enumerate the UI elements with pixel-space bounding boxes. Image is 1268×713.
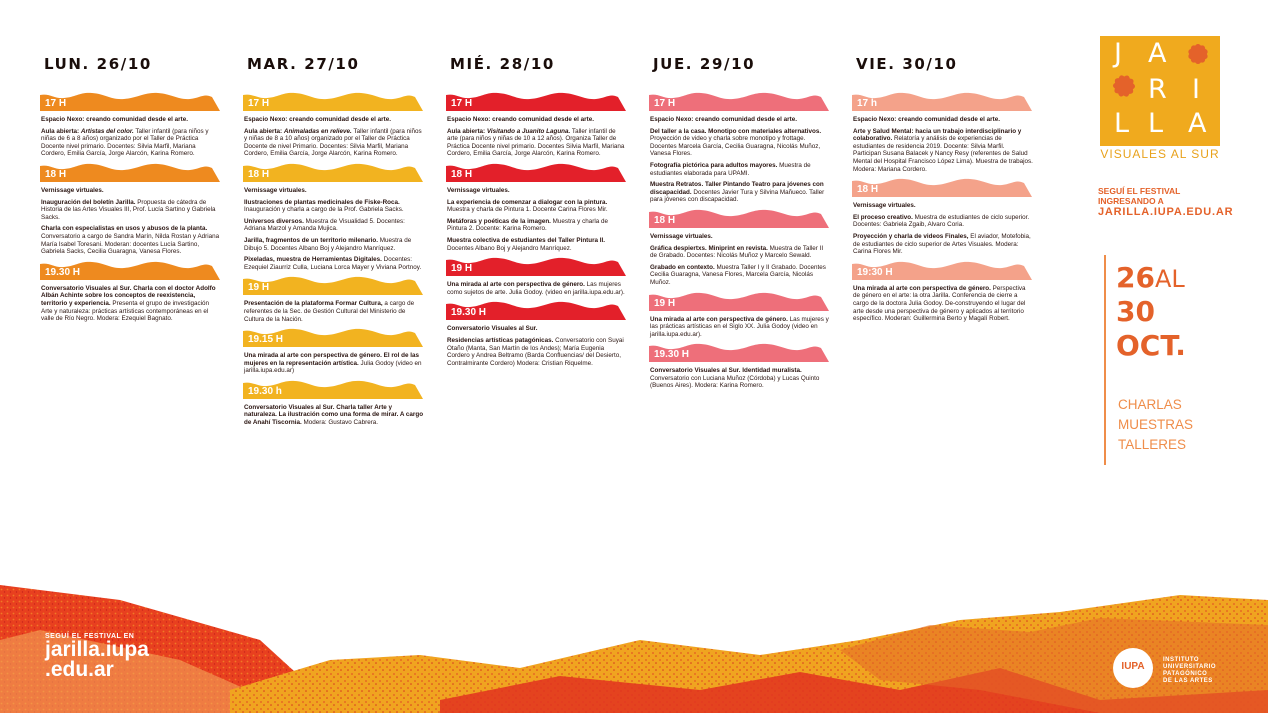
bottom-url-2[interactable]: .edu.ar xyxy=(45,658,114,681)
event-item xyxy=(447,237,627,252)
time-label: 17 H xyxy=(45,98,67,109)
time-label: 17 h xyxy=(857,98,878,109)
event-detail: Docentes: Ezequiel Ziaurriz Culla, Luciana Lorca Mayer y Viviana Portnoy. xyxy=(244,256,422,271)
event-title: Muestra Retratos. Taller Pintando Teatro para jóvenes con discapacidad. xyxy=(650,181,824,196)
iupa-line: PATAGÓNICO xyxy=(1163,671,1208,677)
event-item xyxy=(41,225,221,255)
logo-letter: A xyxy=(1188,108,1207,139)
event-title: Pixeladas, muestra de Herramientas Digitales. xyxy=(244,256,382,264)
event-item xyxy=(853,116,1033,124)
logo-letter: L xyxy=(1148,108,1164,139)
event-detail: Perspectiva de género en el arte: la otra Jarilla. Conferencia de cierre a cargo de la doctora Julia Godoy. De-construyendo el lugar del arte desde una perspectiva de género y aplicados al territorio específico. Moderan: Guillermina Berto y Magalí Robert. xyxy=(853,284,1026,323)
iupa-line: UNIVERSITARIO xyxy=(1163,664,1217,670)
logo-letter: J xyxy=(1114,38,1122,69)
time-label: 19.30 H xyxy=(451,307,487,319)
event-title: Del taller a la casa. Monotipo con materiales alternativos. xyxy=(650,127,822,135)
time-slot xyxy=(40,91,222,158)
event-item xyxy=(41,285,221,323)
time-band xyxy=(243,91,423,111)
date-al: AL xyxy=(1154,265,1185,293)
event-title: Aula abierta: xyxy=(41,127,81,135)
hill-shape xyxy=(243,275,423,295)
time-label: 19 H xyxy=(248,282,270,294)
event-title: Espacio Nexo: creando comunidad desde el arte. xyxy=(650,116,797,123)
event-detail: Taller infantil (para niños y niñas de 8 a 10 años) organizado por el Taller de Práctica Docente de nivel Primario. Docentes: Silvia Marfil, Mariana Cordero, Emilia García, Jorge Alarcón, Karina Romero. xyxy=(244,127,422,158)
logo-letter: L xyxy=(1114,108,1130,139)
event-item xyxy=(650,367,830,390)
festival-dates xyxy=(1104,255,1194,465)
event-title: El proceso creativo. xyxy=(853,213,913,221)
time-label: 18 H xyxy=(451,168,473,180)
time-slot xyxy=(40,162,222,256)
event-item xyxy=(853,214,1033,229)
event-item xyxy=(447,128,627,158)
time-label: 18 H xyxy=(654,214,676,226)
iupa-logo xyxy=(1113,648,1253,692)
iupa-line: INSTITUTO xyxy=(1163,657,1200,663)
event-item xyxy=(244,237,424,252)
event-detail: Muestra de estudiantes elaborada para UPAMI. xyxy=(650,161,811,177)
time-band xyxy=(852,91,1032,111)
event-list xyxy=(41,187,221,256)
event-item xyxy=(41,116,221,124)
event-detail: Taller infantil de arte (para niños y niñas de 10 a 12 años). Organiza Taller de Práctica Docente nivel primario. Docentes Silvia Marfil, Mariana Cordero, Emilia García, Jorge Alarcón, Karina Romero. xyxy=(447,127,625,158)
event-detail: a cargo de referentes de la Sec. de Gestión Cultural del Ministerio de Cultura de la Nación. xyxy=(244,300,415,323)
time-slot xyxy=(243,91,425,158)
event-item xyxy=(447,187,627,195)
time-label: 19.30 H xyxy=(45,266,81,278)
event-title: Visitando a Juanito Laguna. xyxy=(486,127,571,135)
follow-festival xyxy=(1098,186,1238,218)
time-label: 19 H xyxy=(451,263,473,275)
hill-shape xyxy=(243,162,423,182)
event-detail: Modera: Gustavo Cabrera. xyxy=(301,419,379,427)
event-title: Grabado en contexto. xyxy=(650,263,715,271)
logo-letter: I xyxy=(1192,74,1200,105)
event-item xyxy=(244,404,424,427)
event-detail: Conversatorio con Luciana Muñoz (Córdoba) y Lucas Quinto (Buenos Aires). Modera: Karina Romero. xyxy=(650,374,820,390)
event-list xyxy=(853,285,1033,323)
event-detail: Muestra Taller I y II Grabado. Docentes Cecilia Guaragna, Vanesa Flores, Marcela García, Nicolás Muñoz. xyxy=(650,263,826,286)
event-detail: Muestra de Visualidad 5. Docentes: Adriana Marzol y Amanda Mujica. xyxy=(244,217,405,233)
event-list xyxy=(41,285,221,323)
event-title: Charla con especialistas en usos y abusos de la planta. xyxy=(41,225,208,233)
event-item xyxy=(650,116,830,124)
event-title: Conversatorio Visuales al Sur. xyxy=(447,325,538,333)
bottom-follow xyxy=(45,633,149,680)
event-list xyxy=(244,116,424,158)
event-title: Animaladas en relieve. xyxy=(283,127,352,135)
time-band xyxy=(649,91,829,111)
day-column-mar xyxy=(243,55,425,431)
activities-list xyxy=(1118,395,1193,455)
event-list xyxy=(650,316,830,339)
day-heading: MIÉ. 28/10 xyxy=(450,55,555,73)
date-to: 30 xyxy=(1116,295,1155,328)
event-detail: Muestra y charla de Pintura 2. Docente: Karina Romero. xyxy=(447,217,608,233)
event-title: Una mirada al arte con perspectiva de género. El rol de las mujeres en la representación artística. xyxy=(244,352,419,367)
event-item xyxy=(244,128,424,158)
event-title: Gráfica despiertxs. Miniprint en revista. xyxy=(650,244,768,252)
time-label: 18 H xyxy=(45,168,67,180)
event-item xyxy=(244,187,424,195)
bottom-url-1[interactable]: jarilla.iupa xyxy=(45,638,149,661)
event-title: Aula abierta: xyxy=(244,127,284,135)
event-item xyxy=(447,281,627,296)
event-title: Una mirada al arte con perspectiva de género. xyxy=(650,315,788,323)
event-item xyxy=(244,199,424,214)
time-band xyxy=(243,379,423,399)
iupa-name xyxy=(1163,657,1216,685)
event-detail: Muestra de Taller II de Grabado. Docentes: Nicolás Muñoz y Marcelo Sewald. xyxy=(650,244,824,260)
event-title: Proyección y charla de videos Finales, xyxy=(853,232,969,240)
event-detail: Las mujeres y las prácticas artísticas en el Siglo XX. Julia Godoy (video en jarilla.iupa.edu.ar). xyxy=(650,315,829,338)
day-column-vie xyxy=(852,55,1034,327)
time-slot xyxy=(649,291,831,339)
day-column-lun xyxy=(40,55,222,327)
time-band xyxy=(40,91,220,111)
event-item xyxy=(447,325,627,333)
event-list xyxy=(650,116,830,204)
event-detail: Conversatorio con Suyai Otaño (Manta, San Martín de los Andes); María Eugenia Cordero y Andrea Beltramo (Barda Confluencias/ del Desierto, Contralmirante Cordero) Modera: Cristian Riquelme. xyxy=(447,336,624,367)
logo-letter: A xyxy=(1148,38,1167,69)
event-title: Vernissage virtuales. xyxy=(41,186,104,194)
activity: CHARLAS xyxy=(1118,397,1182,412)
hill-shape xyxy=(649,291,829,311)
flower-icon xyxy=(1176,36,1220,72)
time-label: 18 H xyxy=(248,168,270,180)
event-list xyxy=(447,325,627,367)
event-title: Espacio Nexo: creando comunidad desde el arte. xyxy=(244,116,391,123)
event-item xyxy=(447,116,627,124)
time-band xyxy=(649,291,829,311)
event-detail: Proyección de video y charla sobre monotipo y frottage. Docentes Marcela García, Cecilia Guaragna, Nicolás Muñoz, Vanesa Flores. xyxy=(650,135,821,158)
event-title: Vernissage virtuales. xyxy=(447,186,510,194)
event-item xyxy=(650,233,830,241)
event-title: La experiencia de comenzar a dialogar con la pintura. xyxy=(447,198,608,206)
time-label: 18 H xyxy=(857,184,879,196)
iupa-line: DE LAS ARTES xyxy=(1163,678,1213,684)
time-band xyxy=(446,91,626,111)
event-detail: Muestra y charla de Pintura 1. Docente Carina Flores Mir. xyxy=(447,206,608,214)
date-month: OCT. xyxy=(1116,329,1186,362)
hill-shape xyxy=(649,208,829,228)
time-band xyxy=(243,162,423,182)
time-band xyxy=(40,162,220,182)
event-title: Conversatorio Visuales al Sur. Identidad muralista. xyxy=(650,367,802,375)
time-band xyxy=(649,208,829,228)
event-item xyxy=(244,218,424,233)
time-label: 17 H xyxy=(451,98,473,109)
event-title: Vernissage virtuales. xyxy=(244,186,307,194)
time-band xyxy=(446,256,626,276)
time-slot xyxy=(243,275,425,323)
time-label: 19:30 H xyxy=(857,266,893,278)
date-from: 26 xyxy=(1116,261,1155,294)
event-list xyxy=(244,404,424,427)
time-band xyxy=(243,275,423,295)
event-detail: Muestra de estudiantes de ciclo superior. Docentes: Gabriela Zgaib, Alvaro Coria. xyxy=(853,213,1030,229)
day-heading: JUE. 29/10 xyxy=(653,55,756,73)
event-detail: Taller infantil (para niños y niñas de 6 a 8 años) organizado por el Taller de Práctica Docente nivel primario. Docentes: Silvia Marfil, Mariana Cordero, Emilia García, Jorge Alarcón, Karina Romero. xyxy=(41,127,209,158)
event-list xyxy=(244,300,424,323)
event-title: Metáforas y poéticas de la imagen. xyxy=(447,217,551,225)
event-title: Muestra colectiva de estudiantes del Taller Pintura II. xyxy=(447,236,606,244)
event-title: Espacio Nexo: creando comunidad desde el arte. xyxy=(41,116,188,123)
event-detail: Docentes Javier Tura y Silvina Mañueco. Taller para jóvenes con discapacidad. xyxy=(650,188,825,204)
hill-shape xyxy=(649,91,829,111)
time-band xyxy=(649,342,829,362)
event-item xyxy=(650,245,830,260)
activity: TALLERES xyxy=(1118,437,1187,452)
event-list xyxy=(244,187,424,271)
time-band xyxy=(243,327,423,347)
event-detail: Inauguración y charla a cargo de la Prof. Gabriela Sacks. xyxy=(244,206,404,214)
event-item xyxy=(853,233,1033,256)
event-title: Ilustraciones de plantas medicinales de Fiske-Roca. xyxy=(244,198,400,206)
time-label: 17 H xyxy=(248,98,270,109)
event-item xyxy=(41,187,221,195)
iupa-emblem xyxy=(1113,648,1153,688)
event-item xyxy=(650,316,830,339)
event-detail: Docentes Albano Boj y Alejandro Manríquez. xyxy=(447,244,572,252)
time-label: 19.15 H xyxy=(248,334,284,346)
event-item xyxy=(650,162,830,177)
time-band xyxy=(446,300,626,320)
event-list xyxy=(447,116,627,158)
event-item xyxy=(650,264,830,287)
time-slot xyxy=(243,327,425,375)
event-item xyxy=(650,181,830,204)
event-title: Vernissage virtuales. xyxy=(853,202,916,210)
hill-shape xyxy=(446,162,626,182)
time-label: 19.30 H xyxy=(654,349,690,361)
event-item xyxy=(853,285,1033,323)
event-title: Fotografía pictórica para adultos mayores. xyxy=(650,161,778,169)
logo-subtitle: VISUALES AL SUR xyxy=(1100,147,1220,161)
event-detail: Presenta el grupo de investigación Arte y naturaleza: prácticas artísticas contemporáneas en el valle de Río Negro. Modera: Ezequiel Bagnato. xyxy=(41,299,210,323)
hill-shape xyxy=(40,162,220,182)
event-title: Una mirada al arte con perspectiva de género. xyxy=(853,284,991,292)
time-slot xyxy=(852,177,1034,256)
hill-shape xyxy=(852,91,1032,111)
event-list xyxy=(41,116,221,158)
event-title: Artistas del color. xyxy=(80,127,134,135)
event-list xyxy=(447,281,627,296)
event-title: Espacio Nexo: creando comunidad desde el arte. xyxy=(447,116,594,123)
hill-shape xyxy=(40,91,220,111)
hill-shape xyxy=(446,256,626,276)
time-band xyxy=(446,162,626,182)
event-list xyxy=(244,352,424,375)
event-title: Aula abierta: xyxy=(447,127,487,135)
day-column-mie xyxy=(446,55,628,371)
time-label: 19 H xyxy=(654,297,676,309)
event-detail: Las mujeres como sujetos de arte. Julia Godoy. (video en jarilla.iupa.edu.ar). xyxy=(447,281,625,296)
event-item xyxy=(447,218,627,233)
event-list xyxy=(650,233,830,287)
time-slot xyxy=(649,91,831,204)
time-slot xyxy=(649,208,831,287)
event-item xyxy=(244,300,424,323)
day-heading: LUN. 26/10 xyxy=(44,55,152,73)
time-slot xyxy=(446,91,628,158)
event-detail: Relatoría y análisis de experiencias de estudiantes de residencia 2019. Docente: Silvia Marfil. Participan Susana Balacek y Nancy Resy (referentes de Salud Mental del Hospital Francisco López Lima). Muestra de trabajos. Modera: Mariana Cordero. xyxy=(853,135,1033,173)
event-title: Una mirada al arte con perspectiva de género. xyxy=(447,281,585,289)
time-slot xyxy=(446,162,628,252)
activity: MUESTRAS xyxy=(1118,417,1194,432)
follow-url[interactable]: JARILLA.IUPA.EDU.AR xyxy=(1098,206,1234,218)
event-detail: Conversatorio a cargo de Sandra Marín, Nilda Rostan y Adriana María Isabel Toresani. Moderan: docentes Lucía Sartino, Gabriela Sacks, Cecilia Guaragna, Vanesa Flores. xyxy=(41,232,220,256)
event-item xyxy=(244,352,424,375)
time-slot xyxy=(852,91,1034,173)
follow-text: SEGUÍ EL FESTIVAL INGRESANDO A xyxy=(1098,186,1181,206)
time-slot xyxy=(446,256,628,296)
time-slot xyxy=(243,379,425,427)
day-heading: MAR. 27/10 xyxy=(247,55,360,73)
event-item xyxy=(650,128,830,158)
time-band xyxy=(852,260,1032,280)
event-item xyxy=(244,256,424,271)
time-label: 19.30 h xyxy=(248,385,282,397)
time-band xyxy=(40,260,220,280)
event-title: Conversatorio Visuales al Sur. Charla taller Arte y naturaleza. La ilustración como una forma de mirar. A cargo de Anahí Tiscornia. xyxy=(244,403,424,427)
event-list xyxy=(447,187,627,252)
event-item xyxy=(853,128,1033,174)
event-item xyxy=(447,199,627,214)
day-heading: VIE. 30/10 xyxy=(856,55,958,73)
event-title: Presentación de la plataforma Formar Cultura, xyxy=(244,300,383,308)
day-column-jue xyxy=(649,55,831,394)
time-slot xyxy=(243,162,425,271)
event-item xyxy=(41,128,221,158)
hill-shape xyxy=(446,91,626,111)
time-slot xyxy=(40,260,222,323)
event-item xyxy=(41,199,221,222)
logo-letter: R xyxy=(1148,74,1167,105)
event-title: Universos diversos. xyxy=(244,217,304,225)
event-list xyxy=(853,116,1033,173)
event-detail: Propuesta de cátedra de Historia de las Artes Visuales III, Prof. Lucía Sartino y Gabriela Sacks. xyxy=(41,198,216,221)
event-list xyxy=(853,202,1033,256)
event-list xyxy=(650,367,830,390)
event-item xyxy=(244,116,424,124)
iupa-emblem-text: IUPA xyxy=(1121,661,1145,672)
event-detail: Muestra de Dibujo 5. Docentes Albano Boj y Alejandro Manríquez. xyxy=(244,236,412,252)
time-band xyxy=(852,177,1032,197)
event-title: Arte y Salud Mental: hacia un trabajo interdisciplinario y colaborativo. xyxy=(853,127,1022,143)
flower-icon xyxy=(1102,66,1146,106)
event-detail: El aviador, Motefobia, de estudiantes de ciclo superior de Artes Visuales. Modera: Carina Flores Mir. xyxy=(853,232,1031,256)
hill-shape xyxy=(243,91,423,111)
time-slot xyxy=(446,300,628,367)
event-item xyxy=(853,202,1033,210)
event-title: Vernissage virtuales. xyxy=(650,232,713,240)
time-slot xyxy=(649,342,831,390)
event-title: Jarilla, fragmentos de un territorio milenario. xyxy=(244,236,379,244)
time-slot xyxy=(852,260,1034,323)
event-title: Residencias artísticas patagónicas. xyxy=(447,336,554,344)
event-item xyxy=(447,337,627,367)
time-label: 17 H xyxy=(654,98,676,109)
hill-shape xyxy=(852,177,1032,197)
bottom-follow-label: SEGUÍ EL FESTIVAL EN xyxy=(45,633,135,640)
event-detail: Julia Godoy (video en jarilla.iupa.edu.ar) xyxy=(244,359,422,375)
jarilla-logo xyxy=(1100,36,1220,146)
event-title: Conversatorio Visuales al Sur. Charla con el doctor Adolfo Albán Achinte sobre los conceptos de reexistencia, territorio y experiencia. xyxy=(41,284,216,307)
event-title: Inauguración del boletín Jarilla. xyxy=(41,198,136,206)
event-title: Espacio Nexo: creando comunidad desde el arte. xyxy=(853,116,1000,123)
